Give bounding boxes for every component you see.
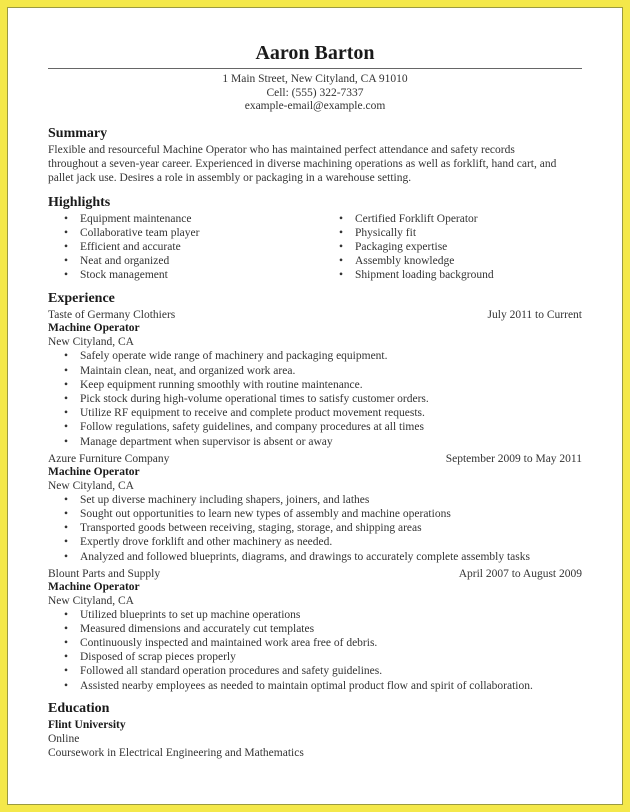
job-location: New Cityland, CA bbox=[48, 594, 134, 607]
resume-content bbox=[48, 8, 582, 760]
job-company: Taste of Germany Clothiers bbox=[48, 309, 176, 322]
summary-heading: Summary bbox=[48, 125, 108, 141]
email: example-email@example.com bbox=[244, 100, 386, 112]
list-item: • Analyzed and followed blueprints, diagrams, and drawings to accurately complete assembly tasks bbox=[48, 550, 582, 564]
list-item: • Efficient and accurate bbox=[48, 240, 315, 254]
list-item: • Follow regulations, safety guidelines, and company procedures at all times bbox=[48, 420, 582, 434]
list-item: • Equipment maintenance bbox=[48, 212, 315, 226]
job-duties bbox=[48, 608, 582, 693]
summary-line: throughout a seven-year career. Experienced in diverse machining operations as well as forklift, hand cart, and bbox=[48, 157, 557, 170]
list-item: • Pick stock during high-volume operational times to satisfy customer orders. bbox=[48, 392, 582, 406]
list-item: • Expertly drove forklift and other machinery as needed. bbox=[48, 535, 582, 549]
list-item: • Utilized blueprints to set up machine operations bbox=[48, 608, 582, 622]
list-item: • Manage department when supervisor is absent or away bbox=[48, 435, 582, 449]
job-entry bbox=[48, 567, 582, 693]
list-item: • Keep equipment running smoothly with routine maintenance. bbox=[48, 378, 582, 392]
list-item: • Shipment loading background bbox=[315, 268, 582, 282]
list-item: • Set up diverse machinery including shapers, joiners, and lathes bbox=[48, 493, 582, 507]
list-item: • Collaborative team player bbox=[48, 226, 315, 240]
job-location: New Cityland, CA bbox=[48, 336, 134, 349]
summary-line: Flexible and resourceful Machine Operator who has maintained perfect attendance and safety records bbox=[48, 143, 515, 156]
list-item: • Stock management bbox=[48, 268, 315, 282]
education-heading: Education bbox=[48, 700, 110, 716]
job-title: Machine Operator bbox=[48, 322, 140, 335]
school-name: Flint University bbox=[48, 718, 126, 731]
list-item: • Continuously inspected and maintained work area free of debris. bbox=[48, 636, 582, 650]
job-header bbox=[48, 308, 582, 322]
address: 1 Main Street, New Cityland, CA 91010 bbox=[222, 73, 408, 85]
job-company: Azure Furniture Company bbox=[48, 452, 170, 465]
list-item: • Safely operate wide range of machinery and packaging equipment. bbox=[48, 349, 582, 363]
list-item: • Transported goods between receiving, staging, storage, and shipping areas bbox=[48, 521, 582, 535]
name-divider bbox=[48, 68, 582, 69]
list-item: • Sought out opportunities to learn new types of assembly and machine operations bbox=[48, 507, 582, 521]
job-duties bbox=[48, 493, 582, 564]
list-item: • Maintain clean, neat, and organized work area. bbox=[48, 364, 582, 378]
summary-text bbox=[48, 143, 582, 185]
coursework: Coursework in Electrical Engineering and Mathematics bbox=[48, 746, 304, 759]
job-title: Machine Operator bbox=[48, 580, 140, 593]
job-dates: July 2011 to Current bbox=[487, 309, 582, 322]
list-item: • Packaging expertise bbox=[315, 240, 582, 254]
contact-block bbox=[48, 73, 582, 114]
list-item: • Neat and organized bbox=[48, 254, 315, 268]
list-item: • Utilize RF equipment to receive and complete product movement requests. bbox=[48, 406, 582, 420]
job-company: Blount Parts and Supply bbox=[48, 567, 161, 580]
list-item: • Measured dimensions and accurately cut templates bbox=[48, 622, 582, 636]
list-item: • Disposed of scrap pieces properly bbox=[48, 650, 582, 664]
study-mode: Online bbox=[48, 732, 80, 745]
list-item: • Certified Forklift Operator bbox=[315, 212, 582, 226]
job-entry bbox=[48, 452, 582, 564]
list-item: • Followed all standard operation procedures and safety guidelines. bbox=[48, 664, 582, 678]
resume-sheet bbox=[7, 7, 623, 805]
list-item: • Assisted nearby employees as needed to maintain optimal product flow and spirit of collaboration. bbox=[48, 679, 582, 693]
highlights-list bbox=[48, 212, 582, 283]
experience-heading: Experience bbox=[48, 291, 115, 307]
job-title: Machine Operator bbox=[48, 465, 140, 478]
list-item: • Physically fit bbox=[315, 226, 582, 240]
summary-line: pallet jack use. Desires a role in assembly or packaging in a warehouse setting. bbox=[48, 171, 412, 184]
highlights-left bbox=[48, 212, 315, 283]
list-item: • Assembly knowledge bbox=[315, 254, 582, 268]
highlights-right bbox=[315, 212, 582, 283]
job-header bbox=[48, 567, 582, 581]
job-entry bbox=[48, 308, 582, 448]
job-header bbox=[48, 452, 582, 466]
candidate-name: Aaron Barton bbox=[255, 42, 375, 64]
phone: Cell: (555) 322-7337 bbox=[266, 86, 364, 99]
job-location: New Cityland, CA bbox=[48, 479, 134, 492]
job-dates: September 2009 to May 2011 bbox=[445, 452, 582, 465]
job-dates: April 2007 to August 2009 bbox=[458, 567, 582, 580]
job-duties bbox=[48, 349, 582, 448]
highlights-heading: Highlights bbox=[48, 194, 111, 210]
